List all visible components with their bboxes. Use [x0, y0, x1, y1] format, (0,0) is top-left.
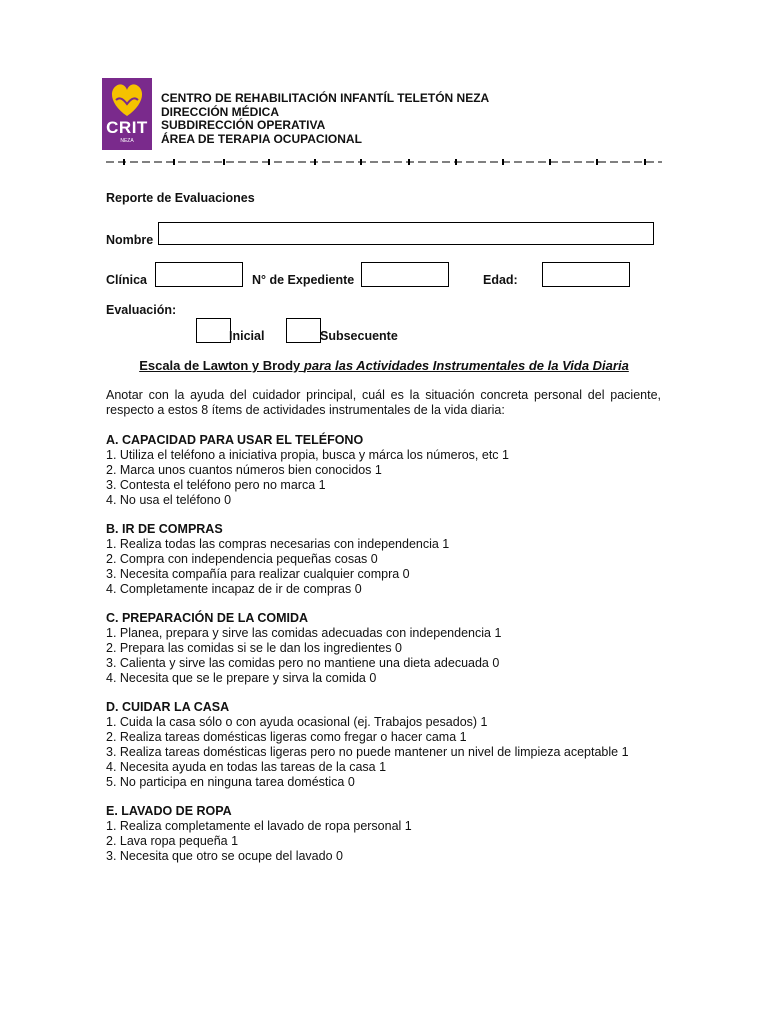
list-item: 2. Lava ropa pequeña 1 — [106, 834, 239, 848]
section-comida — [106, 611, 706, 686]
section-heading: C. PREPARACIÓN DE LA COMIDA — [106, 611, 309, 625]
section-heading: D. CUIDAR LA CASA — [106, 700, 230, 714]
logo-text: CRIT — [106, 118, 148, 137]
scale-intro: Anotar con la ayuda del cuidador principal, cuál es la situación concreta personal del paciente, respecto a estos 8 ítems de actividades instrumentales de la vida diaria: — [106, 388, 661, 417]
scale-title-italic: para las Actividades Instrumentales de la Vida Diaria — [303, 358, 629, 373]
crit-logo — [102, 78, 152, 150]
scale-title-plain: Escala de Lawton y Brody — [139, 358, 304, 373]
evaluacion-label: Evaluación: — [106, 303, 177, 317]
expediente-field[interactable] — [361, 262, 449, 287]
section-ropa — [106, 804, 706, 864]
section-telefono — [106, 433, 706, 508]
institution-header — [161, 92, 489, 146]
section-heading: A. CAPACIDAD PARA USAR EL TELÉFONO — [106, 433, 364, 447]
nombre-field[interactable] — [158, 222, 654, 245]
nombre-label: Nombre — [106, 233, 154, 247]
list-item: 3. Necesita que otro se ocupe del lavado 0 — [106, 849, 343, 863]
logo-subtext: NEZA — [120, 138, 134, 144]
list-item: 3. Contesta el teléfono pero no marca 1 — [106, 478, 326, 492]
scale-title — [0, 358, 768, 373]
list-item: 4. Completamente incapaz de ir de compras 0 — [106, 582, 362, 596]
section-compras — [106, 522, 706, 597]
list-item: 2. Realiza tareas domésticas ligeras como fregar o hacer cama 1 — [106, 730, 467, 744]
list-item: 1. Realiza completamente el lavado de ropa personal 1 — [106, 819, 412, 833]
list-item: 2. Prepara las comidas si se le dan los ingredientes 0 — [106, 641, 402, 655]
list-item: 1. Utiliza el teléfono a iniciativa propia, busca y márca los números, etc 1 — [106, 448, 509, 462]
header-separator — [106, 156, 662, 168]
edad-label: Edad: — [483, 273, 518, 287]
section-heading: E. LAVADO DE ROPA — [106, 804, 232, 818]
inicial-label: Inicial — [229, 329, 265, 343]
expediente-label: N° de Expediente — [252, 273, 355, 287]
list-item: 3. Necesita compañía para realizar cualquier compra 0 — [106, 567, 410, 581]
list-item: 1. Realiza todas las compras necesarias con independencia 1 — [106, 537, 450, 551]
list-item: 2. Compra con independencia pequeñas cosas 0 — [106, 552, 378, 566]
list-item: 1. Cuida la casa sólo o con ayuda ocasional (ej. Trabajos pesados) 1 — [106, 715, 488, 729]
list-item: 2. Marca unos cuantos números bien conocidos 1 — [106, 463, 382, 477]
header-line: DIRECCIÓN MÉDICA — [161, 104, 280, 119]
section-heading: B. IR DE COMPRAS — [106, 522, 223, 536]
list-item: 5. No participa en ninguna tarea doméstica 0 — [106, 775, 355, 789]
subsecuente-label: Subsecuente — [320, 329, 398, 343]
list-item: 3. Realiza tareas domésticas ligeras pero no puede mantener un nivel de limpieza aceptable 1 — [106, 745, 629, 759]
report-title: Reporte de Evaluaciones — [106, 191, 255, 205]
header-line: SUBDIRECCIÓN OPERATIVA — [161, 118, 326, 132]
list-item: 1. Planea, prepara y sirve las comidas adecuadas con independencia 1 — [106, 626, 502, 640]
list-item: 4. Necesita que se le prepare y sirva la comida 0 — [106, 671, 377, 685]
section-casa — [106, 700, 706, 790]
list-item: 3. Calienta y sirve las comidas pero no mantiene una dieta adecuada 0 — [106, 656, 500, 670]
list-item: 4. No usa el teléfono 0 — [106, 493, 232, 507]
clinica-field[interactable] — [155, 262, 243, 287]
subsecuente-checkbox[interactable] — [286, 318, 321, 343]
list-item: 4. Necesita ayuda en todas las tareas de la casa 1 — [106, 760, 387, 774]
header-line: CENTRO DE REHABILITACIÓN INFANTÍL TELETÓN NEZA — [161, 91, 490, 105]
clinica-label: Clínica — [106, 273, 147, 287]
edad-field[interactable] — [542, 262, 630, 287]
header-line: ÁREA DE TERAPIA OCUPACIONAL — [161, 131, 362, 146]
inicial-checkbox[interactable] — [196, 318, 231, 343]
